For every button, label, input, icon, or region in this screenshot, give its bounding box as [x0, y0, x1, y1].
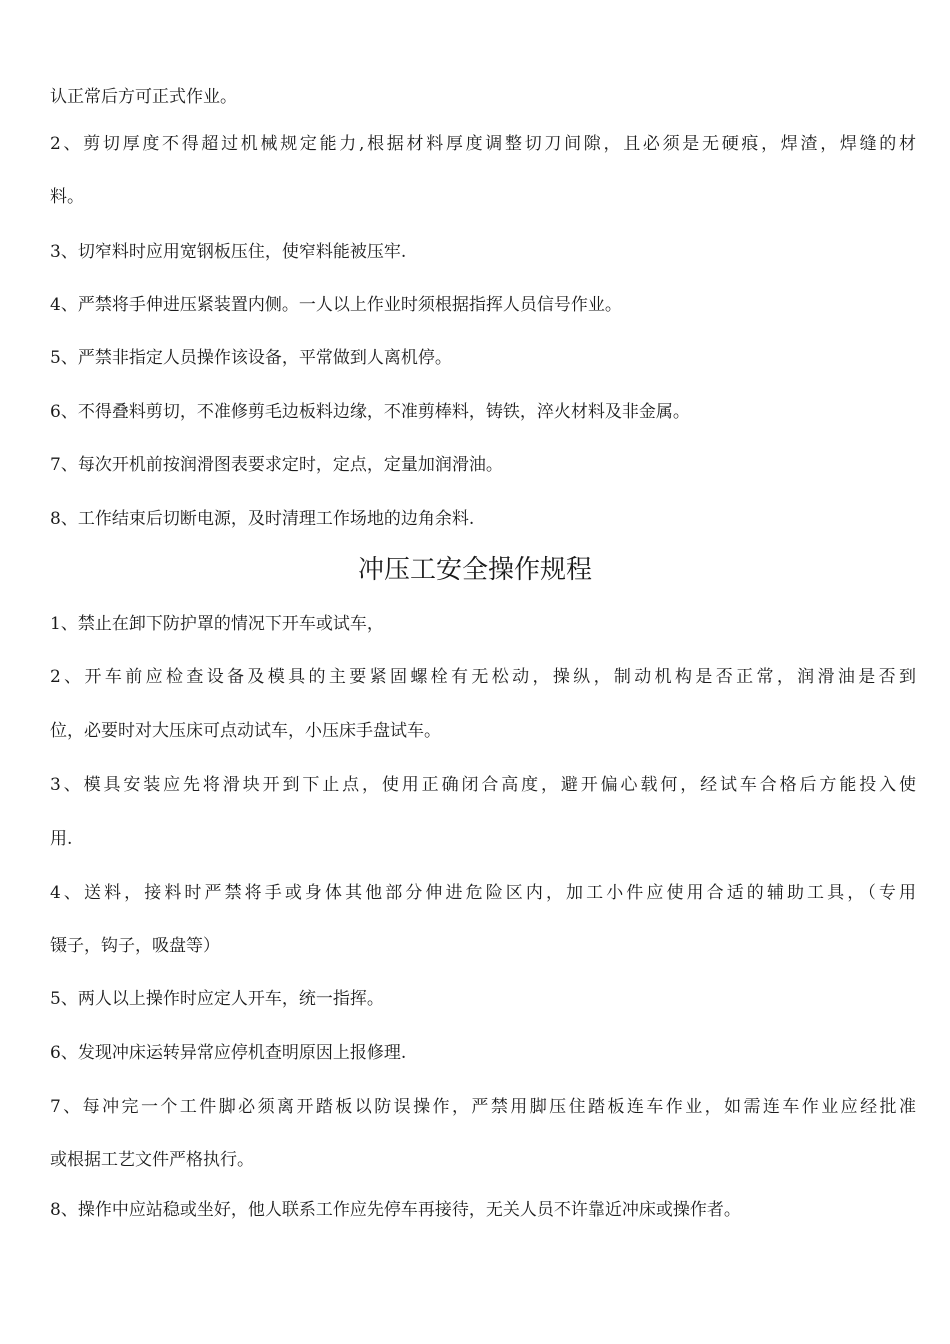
paragraph-line: 6、不得叠料剪切，不准修剪毛边板料边缘，不准剪棒料，铸铁，淬火材料及非金属。	[50, 402, 690, 422]
paragraph-line: 料。	[50, 187, 84, 207]
paragraph-line: 或根据工艺文件严格执行。	[50, 1150, 254, 1170]
paragraph-line: 8、操作中应站稳或坐好，他人联系工作应先停车再接待，无关人员不许靠近冲床或操作者。	[50, 1200, 741, 1220]
paragraph-line: 3、切窄料时应用宽钢板压住，使窄料能被压牢.	[50, 242, 407, 262]
section-title: 冲压工安全操作规程	[357, 555, 592, 585]
paragraph-line: 4、严禁将手伸进压紧装置内侧。一人以上作业时须根据指挥人员信号作业。	[50, 295, 622, 315]
paragraph-line: 3、模具安装应先将滑块开到下止点，使用正确闭合高度，避开偏心载何，经试车合格后方能投入使	[50, 775, 916, 795]
paragraph-line: 1、禁止在卸下防护罩的情况下开车或试车，	[50, 614, 384, 634]
paragraph-line: 2、开车前应检查设备及模具的主要紧固螺栓有无松动，操纵，制动机构是否正常，润滑油是否到	[50, 667, 916, 687]
paragraph-line: 认正常后方可正式作业。	[50, 87, 237, 107]
paragraph-line: 7、每冲完一个工件脚必须离开踏板以防误操作，严禁用脚压住踏板连车作业，如需连车作业应经批准	[50, 1097, 916, 1117]
paragraph-line: 2、剪切厚度不得超过机械规定能力,根据材料厚度调整切刀间隙，且必须是无硬痕，焊渣，焊缝的材	[50, 134, 916, 154]
paragraph-line: 镊子，钩子，吸盘等）	[50, 936, 220, 956]
paragraph-line: 6、发现冲床运转异常应停机查明原因上报修理.	[50, 1043, 407, 1063]
paragraph-line: 5、两人以上操作时应定人开车，统一指挥。	[50, 989, 384, 1009]
paragraph-line: 4、送料，接料时严禁将手或身体其他部分伸进危险区内，加工小件应使用合适的辅助工具，（专用	[50, 883, 916, 903]
paragraph-line: 7、每次开机前按润滑图表要求定时，定点，定量加润滑油。	[50, 455, 503, 475]
paragraph-line: 5、严禁非指定人员操作该设备，平常做到人离机停。	[50, 348, 452, 368]
paragraph-line: 8、工作结束后切断电源，及时清理工作场地的边角余料.	[50, 509, 475, 529]
paragraph-line: 用.	[50, 829, 73, 849]
paragraph-line: 位，必要时对大压床可点动试车，小压床手盘试车。	[50, 721, 441, 741]
